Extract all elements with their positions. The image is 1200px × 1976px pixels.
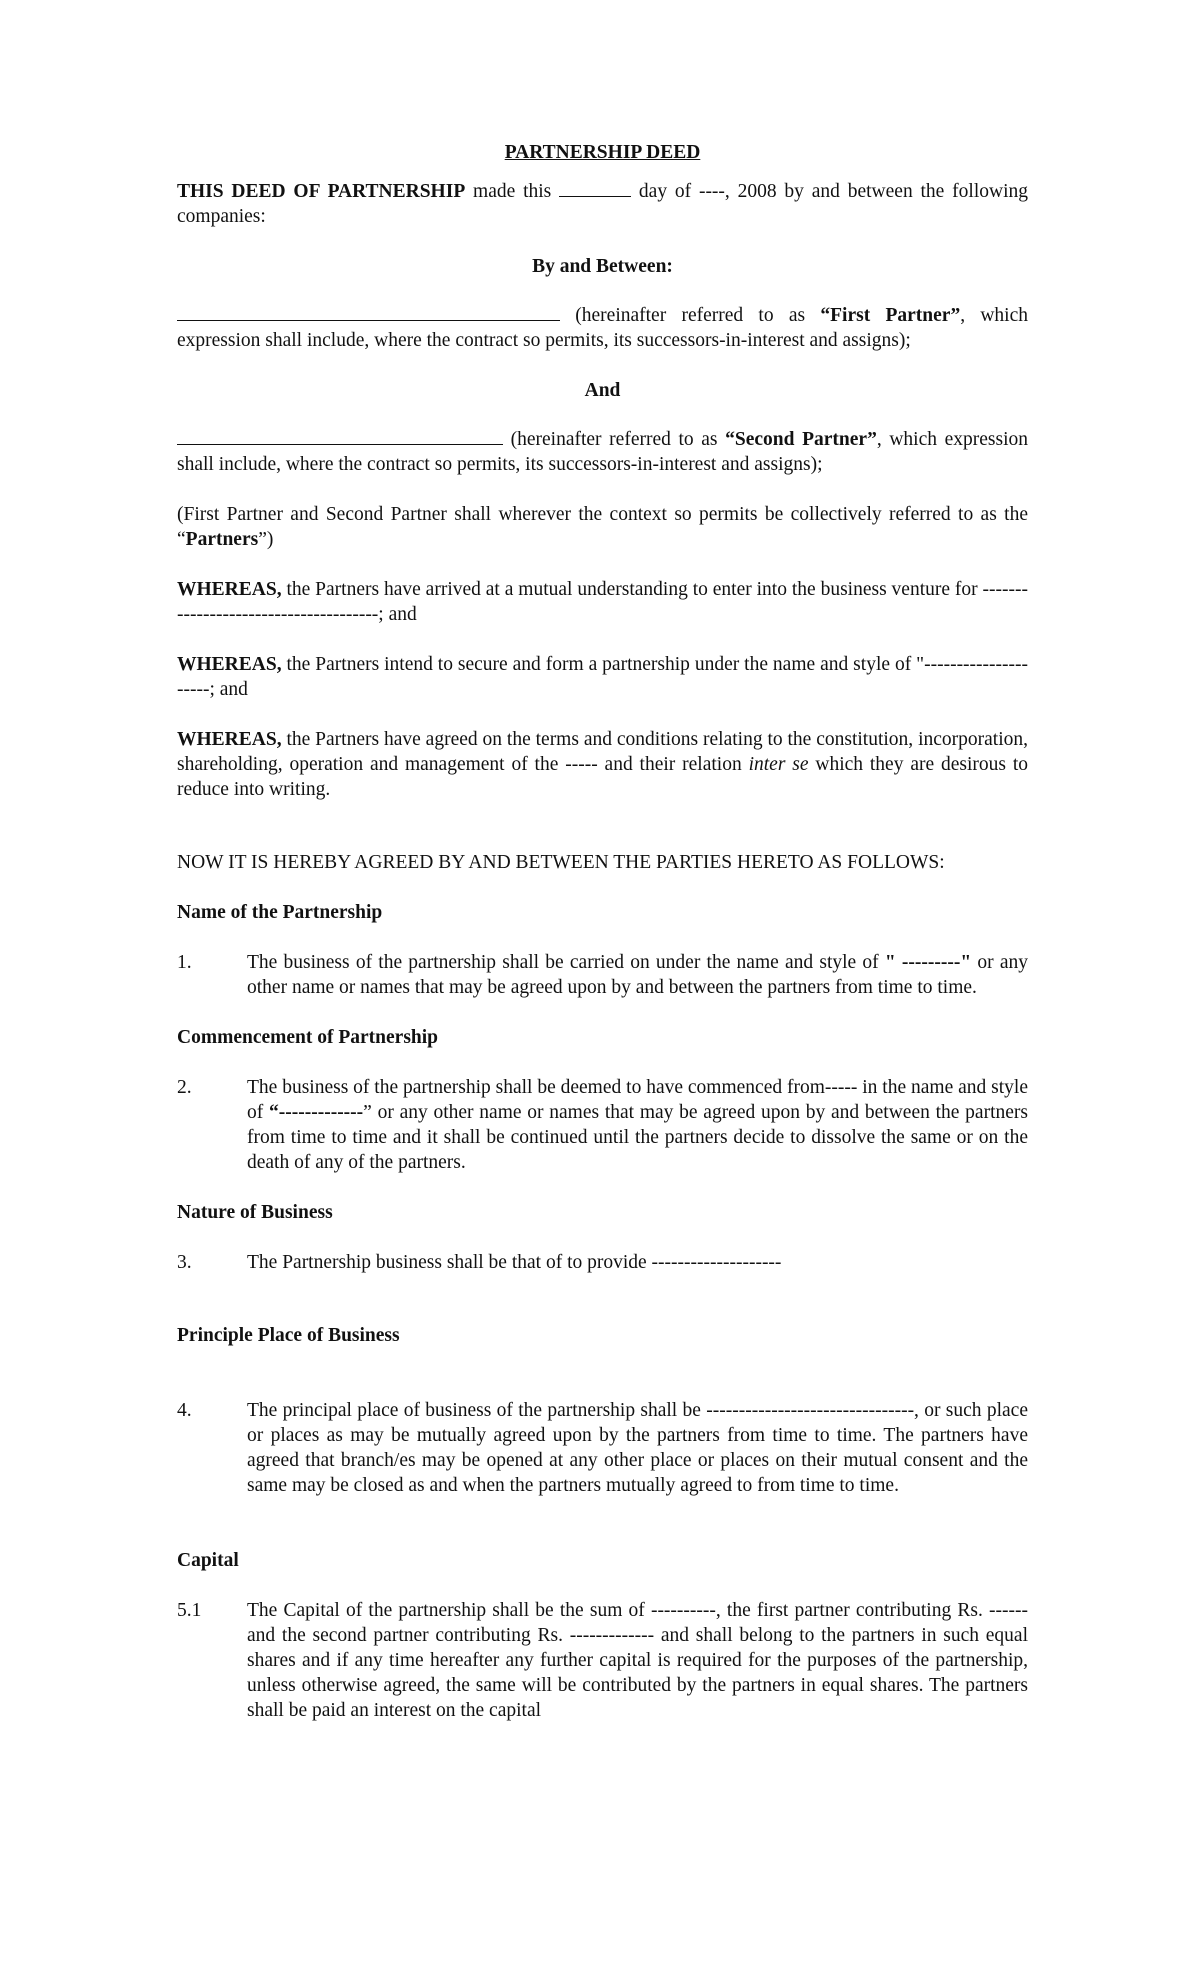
intro-paragraph [177, 179, 1028, 229]
clause-2-pre: The business of the partnership shall be deemed to have commenced from----- in the name and style of [247, 1077, 1028, 1123]
clause-number: 2. [177, 1077, 192, 1098]
clause-1 [177, 950, 1028, 1000]
and-heading: And [584, 380, 621, 401]
document-content [177, 140, 1028, 1723]
clause-number: 5.1 [177, 1600, 202, 1621]
clause-text: The principal place of business of the partnership shall be --------------------------------, or such place or places as may be mutually agreed upon by the partners from time to time. The partners have agreed that branch/es may be opened at any other place or places on their mutual consent and the same may be closed as and when the partners mutually agreed to from time to time. [247, 1400, 1028, 1496]
whereas-text: the Partners have agreed on the terms and conditions relating to the constitution, incorporation, shareholding, operation and management of the ----- and their relation [177, 729, 1028, 775]
whereas-text: the Partners have arrived at a mutual understanding to enter into the business venture for --------------------------------------; and [177, 579, 1028, 625]
intro-made-this: made this [465, 181, 560, 202]
section-heading-nature: Nature of Business [177, 1202, 333, 1223]
clause-number: 4. [177, 1400, 192, 1421]
clause-2-bold: “------------- [269, 1102, 364, 1123]
second-party-blank [177, 427, 503, 445]
by-and-between-heading: By and Between: [532, 256, 673, 277]
clause-text [247, 1075, 1028, 1175]
intro-rest: day of ----, 2008 by and between the following companies: [177, 181, 1028, 227]
clause-2-post: ” or any other name or names that may be agreed upon by and between the partners from time to time and it shall be continued until the partners decide to dissolve the same or on the death of any of the partners. [247, 1102, 1028, 1173]
clause-1-post: or any other name or names that may be agreed upon by and between the partners from time to time. [247, 952, 1028, 998]
first-partner-label: “First Partner” [820, 305, 961, 326]
intro-lead: THIS DEED OF PARTNERSHIP [177, 181, 466, 202]
clause-number: 3. [177, 1252, 192, 1273]
clause-2 [177, 1075, 1028, 1175]
first-party-blank [177, 303, 560, 321]
first-party-paragraph [177, 303, 1028, 353]
section-heading-commencement: Commencement of Partnership [177, 1027, 439, 1048]
whereas-paragraph-1 [177, 577, 1028, 627]
now-agreed-paragraph: NOW IT IS HEREBY AGREED BY AND BETWEEN THE PARTIES HERETO AS FOLLOWS: [177, 852, 945, 873]
date-blank [559, 179, 631, 197]
whereas-lead: WHEREAS, [177, 654, 282, 675]
section-heading-name: Name of the Partnership [177, 902, 383, 923]
clause-text: The Capital of the partnership shall be the sum of ----------, the first partner contributing Rs. ------ and the second partner contributing Rs. ------------- and shall belong to the partners in such equal shares and if any time hereafter any further capital is required for the purposes of the partnership, unless otherwise agreed, the same will be contributed by the partners in equal shares. The partners shall be paid an interest on the capital [247, 1600, 1028, 1721]
collective-pre: (First Partner and Second Partner shall wherever the context so permits be collectively referred to as the “ [177, 504, 1028, 550]
collective-post: ”) [258, 529, 274, 550]
clause-number: 1. [177, 952, 192, 973]
second-party-paragraph [177, 427, 1028, 477]
clause-text: The Partnership business shall be that of to provide -------------------- [247, 1252, 782, 1273]
page-title: PARTNERSHIP DEED [504, 142, 701, 163]
section-heading-place: Principle Place of Business [177, 1325, 400, 1346]
whereas-lead: WHEREAS, [177, 579, 282, 600]
first-party-pre: (hereinafter referred to as [560, 305, 821, 326]
clause-1-bold: " ---------" [884, 952, 972, 973]
second-party-pre: (hereinafter referred to as [503, 429, 726, 450]
whereas-tail: which they are desirous to reduce into writing. [177, 754, 1028, 800]
first-party-post: , which expression shall include, where the contract so permits, its successors-in-interest and assigns); [177, 305, 1029, 351]
clause-4 [177, 1398, 1028, 1498]
partners-label: Partners [185, 529, 259, 550]
whereas-paragraph-3 [177, 727, 1028, 802]
whereas-lead: WHEREAS, [177, 729, 282, 750]
section-heading-capital: Capital [177, 1550, 239, 1571]
collective-paragraph [177, 502, 1028, 552]
clause-3 [177, 1250, 1028, 1275]
second-party-post: , which expression shall include, where the contract so permits, its successors-in-interest and assigns); [177, 429, 1028, 475]
clause-text [247, 950, 1028, 1000]
clause-5-1 [177, 1598, 1028, 1723]
second-partner-label: “Second Partner” [725, 429, 877, 450]
clause-1-pre: The business of the partnership shall be carried on under the name and style of [247, 952, 885, 973]
inter-se-italic: inter se [748, 754, 809, 775]
whereas-paragraph-2 [177, 652, 1028, 702]
whereas-text: the Partners intend to secure and form a partnership under the name and style of "---------------------; and [177, 654, 1028, 700]
